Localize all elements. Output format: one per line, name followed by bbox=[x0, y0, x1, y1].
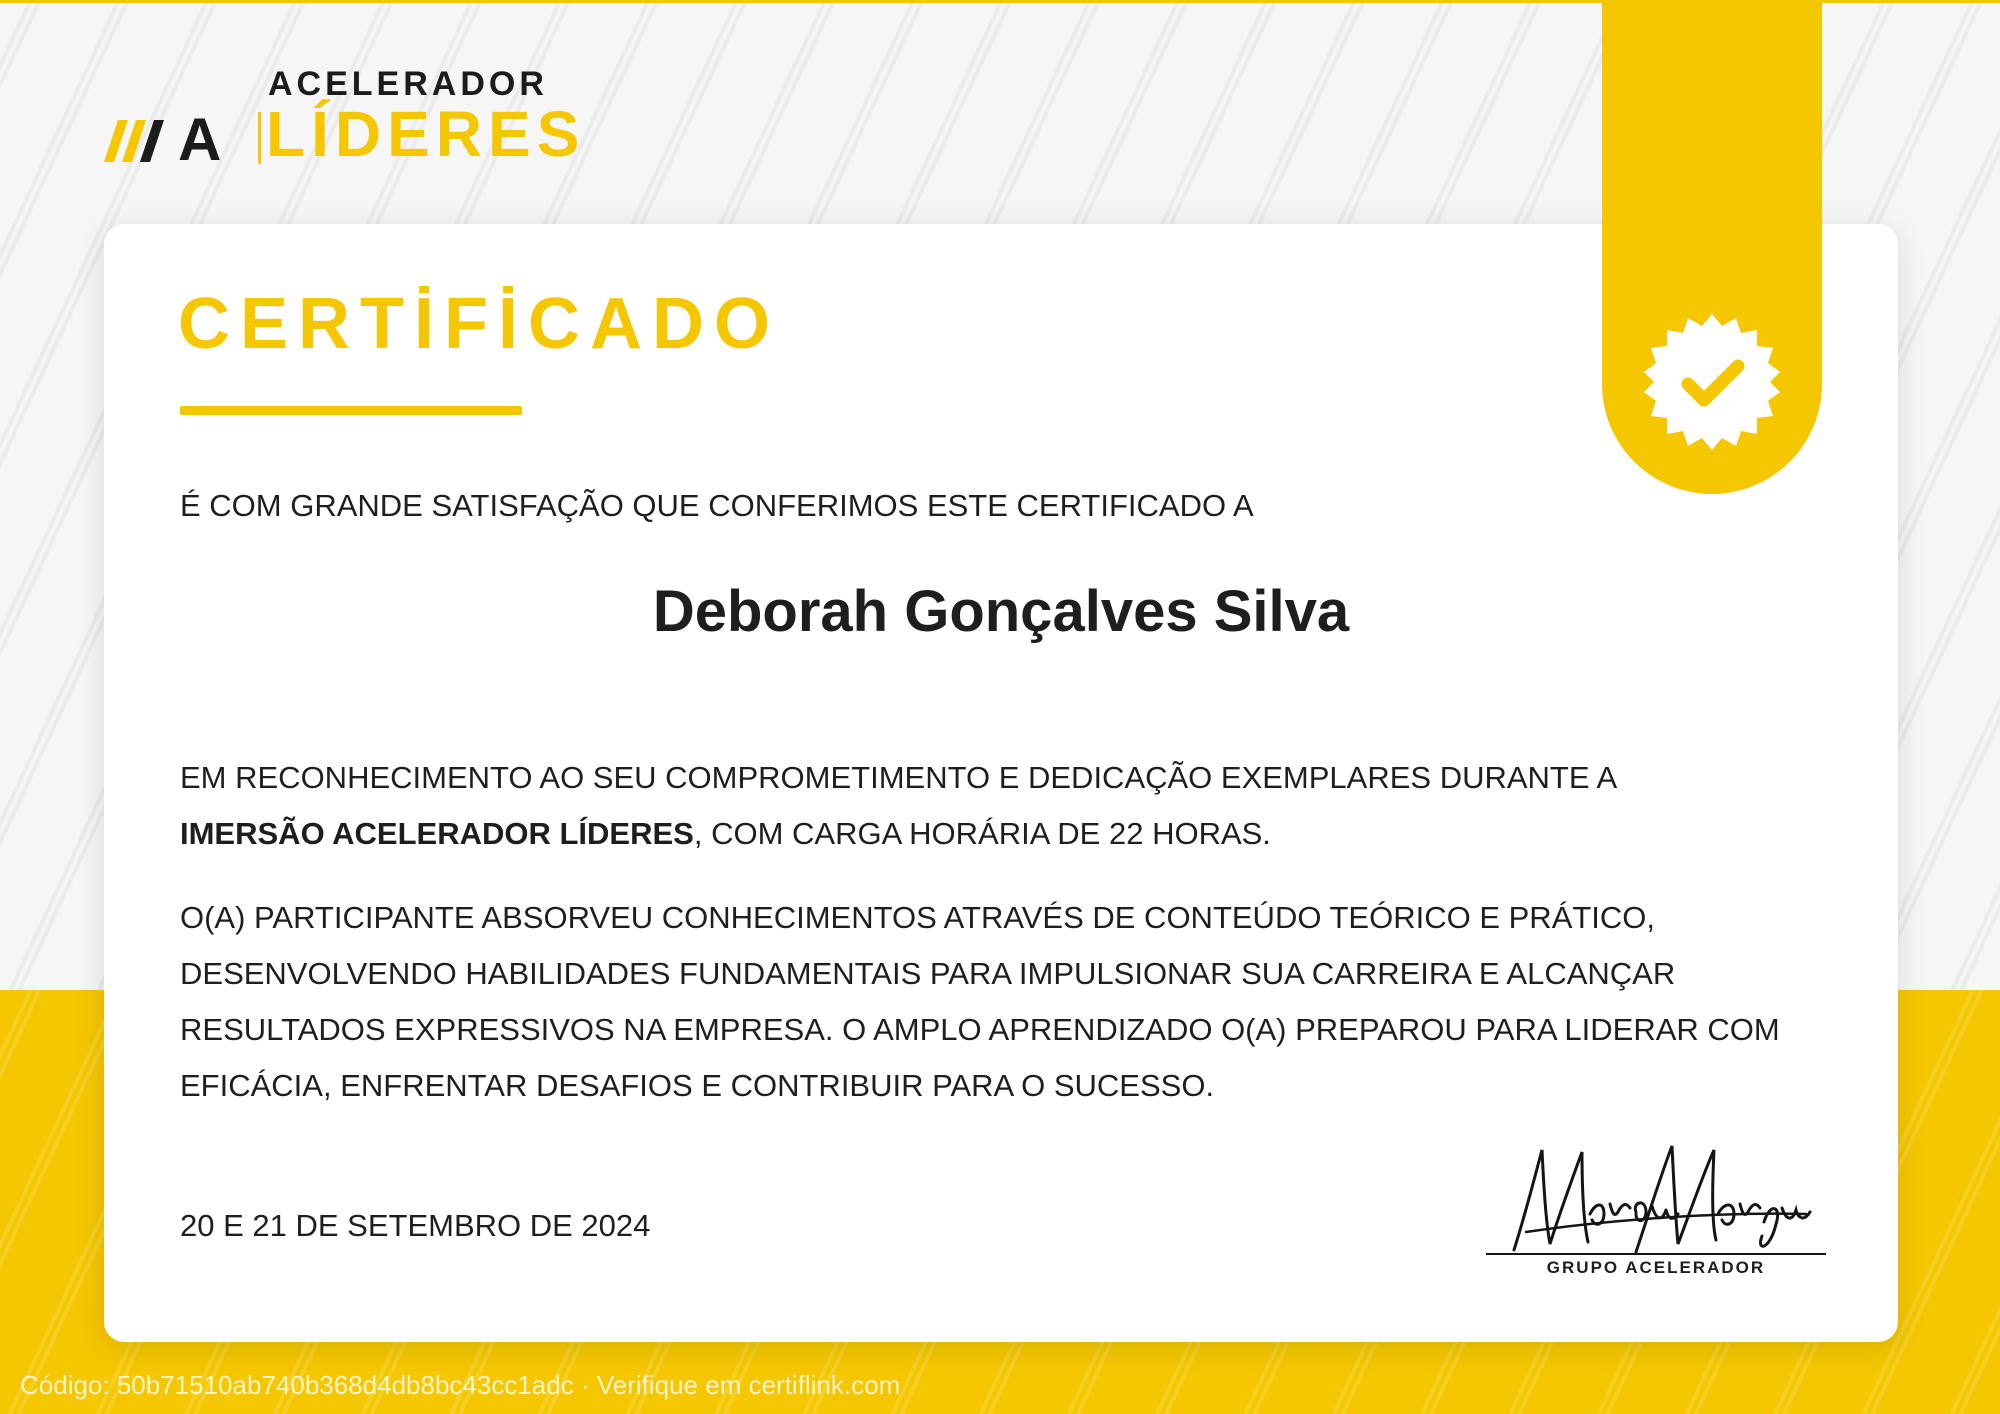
recipient-name: Deborah Gonçalves Silva bbox=[652, 579, 1350, 644]
recognition-paragraph bbox=[180, 750, 1840, 862]
workload-text: , COM CARGA HORÁRIA DE 22 HORAS. bbox=[693, 816, 1271, 851]
check-seal-icon bbox=[1644, 314, 1780, 450]
recognition-line1: EM RECONHECIMENTO AO SEU COMPROMETIMENTO E DEDICAÇÃO EXEMPLARES DURANTE A bbox=[180, 760, 1618, 795]
title-underline bbox=[180, 406, 522, 415]
certificate-title: CERTİFİCADO bbox=[178, 284, 780, 364]
signature-caption: GRUPO ACELERADOR bbox=[1546, 1258, 1766, 1277]
intro-text: É COM GRANDE SATISFAÇÃO QUE CONFERIMOS ESTE CERTIFICADO A bbox=[180, 488, 1254, 523]
logo-mark-letter: A bbox=[178, 106, 222, 173]
brand-logo bbox=[100, 65, 680, 173]
logo-stripes-icon bbox=[104, 120, 174, 162]
description-paragraph: O(A) PARTICIPANTE ABSORVEU CONHECIMENTOS ATRAVÉS DE CONTEÚDO TEÓRICO E PRÁTICO, DESENVOLVENDO HABILIDADES FUNDAMENTAIS PARA IMPULSIONAR SUA CARREIRA E ALCANÇAR RESULTADOS EXPRESSIVOS NA EMPRESA. O AMPLO APRENDIZADO O(A) PREPAROU PARA LIDERAR COM EFICÁCIA, ENFRENTAR DESAFIOS E CONTRIBUIR PARA O SUCESSO. bbox=[180, 900, 1780, 1103]
logo-divider bbox=[258, 112, 261, 164]
verification-code[interactable]: Código: 50b71510ab740b368d4db8bc43cc1adc · Verifique em certiflink.com bbox=[20, 1370, 901, 1400]
logo-lower-text: LÍDERES bbox=[266, 98, 586, 170]
event-date: 20 E 21 DE SETEMBRO DE 2024 bbox=[180, 1208, 651, 1243]
logo-upper-text: ACELERADOR bbox=[268, 65, 548, 103]
program-name: IMERSÃO ACELERADOR LÍDERES bbox=[180, 816, 694, 851]
